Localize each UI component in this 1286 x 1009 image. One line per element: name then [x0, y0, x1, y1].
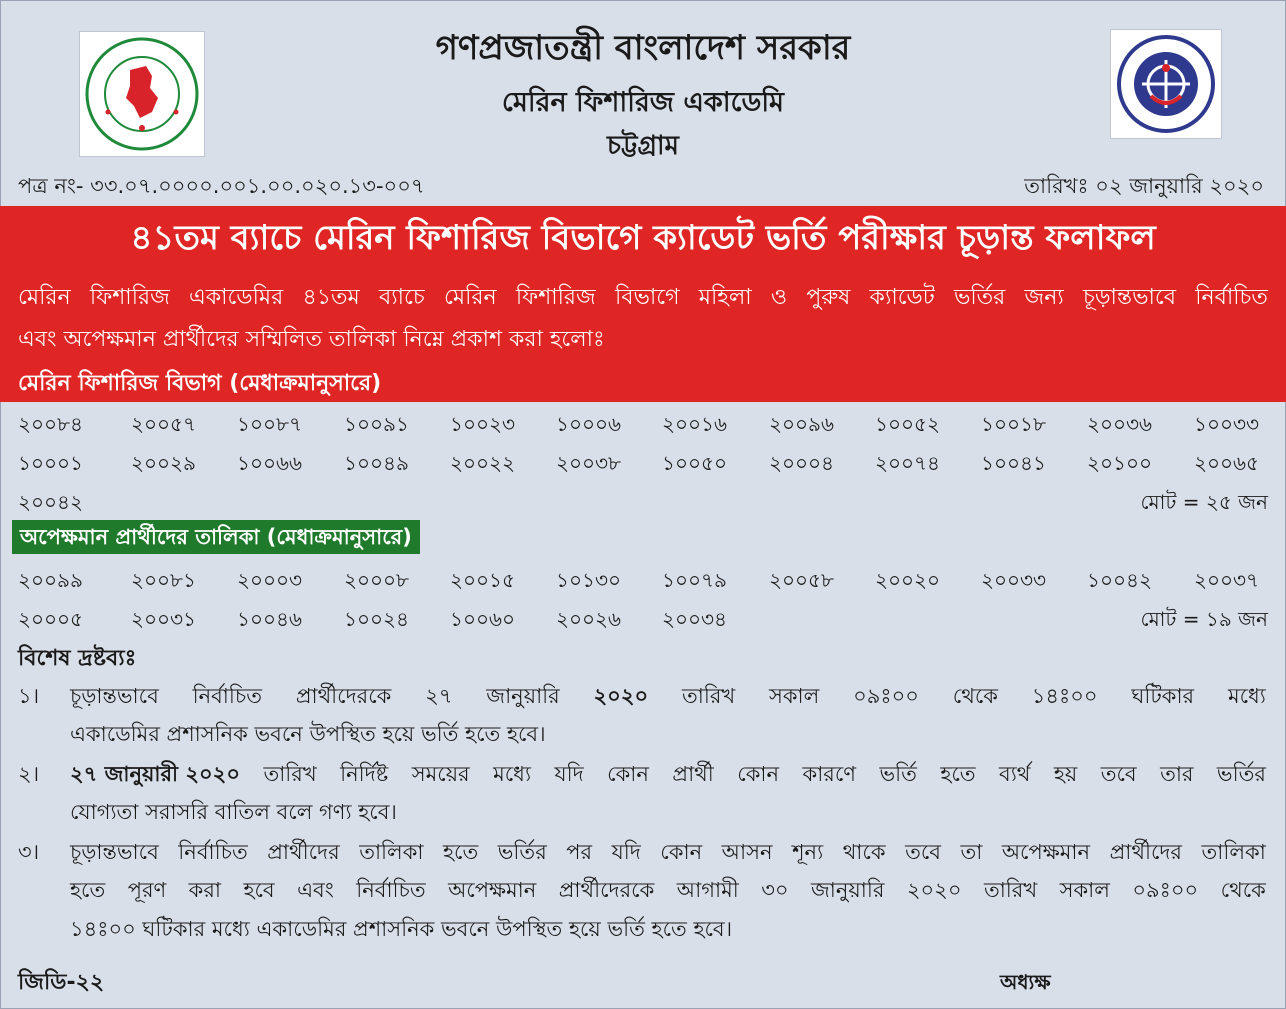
- roll-number: ২০০৫৭: [131, 412, 196, 436]
- note-word: জানুয়ারি: [486, 684, 560, 708]
- roll-number: ২০০৩৮: [556, 451, 621, 475]
- note-word: ব্যর্থ: [999, 762, 1031, 786]
- note-word: থেকে: [952, 684, 998, 708]
- note-word: তারিখ: [983, 878, 1038, 902]
- note-word: হয়: [1053, 762, 1078, 786]
- note-word: যদি: [611, 840, 641, 864]
- roll-number: ১০১৩০: [556, 568, 621, 592]
- note-word: তালিকা: [1201, 840, 1266, 864]
- intro-word: ক্যাডেট: [869, 285, 935, 310]
- note-word: নির্দিষ্ট: [340, 762, 389, 786]
- roll-number: ১০০৯১: [344, 412, 409, 436]
- roll-number: ১০০৪৬: [237, 607, 302, 631]
- note-word: অপেক্ষমান: [448, 878, 537, 902]
- note-word: তা: [960, 840, 983, 864]
- roll-number: ২০০৮৪: [18, 412, 83, 436]
- roll-number: ১০০৭৯: [662, 568, 727, 592]
- note-word: প্রার্থী: [672, 762, 714, 786]
- note-word: এবং: [297, 878, 334, 902]
- note-3-number: ৩।: [18, 840, 40, 864]
- roll-number: ২০০০৪: [769, 451, 834, 475]
- note-word: হতে: [940, 762, 976, 786]
- note-2-line-1: [70, 758, 1266, 793]
- note-word: ঘটিকার: [1131, 684, 1195, 708]
- note-word: প্রার্থীদের: [267, 840, 340, 864]
- note-word: ভর্তি: [879, 762, 917, 786]
- intro-word: পুরুষ: [806, 285, 851, 310]
- note-word: অপেক্ষমান: [1001, 840, 1091, 864]
- note-word: কারণে: [802, 762, 856, 786]
- note-1-number: ১।: [18, 684, 40, 708]
- roll-number: ২০০২২: [450, 451, 516, 475]
- note-word: তারিখ: [681, 684, 736, 708]
- note-word: ০৯ঃ০০: [853, 684, 919, 708]
- roll-number: ২০০০৮: [344, 568, 409, 592]
- selected-total: মোট = ২৫ জন: [1140, 490, 1268, 514]
- roll-number: ১০০২৪: [344, 607, 409, 631]
- note-3-line-3: ১৪ঃ০০ ঘটিকার মধ্যে একাডেমির প্রশাসনিক ভবনে উপস্থিত হয়ে ভর্তি হতে হবে।: [70, 917, 733, 941]
- roll-number: ২০০৩৪: [662, 607, 727, 631]
- roll-number: ২০০৩৩: [981, 568, 1047, 592]
- intro-word: চূড়ান্তভাবে: [1082, 285, 1176, 310]
- roll-number: ১০০৫০: [662, 451, 727, 475]
- note-word: যদি: [554, 762, 584, 786]
- notes-heading: বিশেষ দ্রষ্টব্যঃ: [18, 646, 137, 671]
- note-1-line-1: [70, 680, 1266, 715]
- signature-title: অধ্যক্ষ: [1000, 970, 1051, 994]
- roll-number: ২০০০৩: [237, 568, 303, 592]
- roll-number: ১০০৫২: [875, 412, 940, 436]
- roll-number: ২০০৪২: [18, 490, 83, 514]
- note-word: সকাল: [768, 684, 820, 708]
- note-word: ২০২০: [906, 878, 962, 902]
- note-word: নির্বাচিত: [192, 684, 262, 708]
- reference-number: পত্র নং- ৩৩.০৭.০০০০.০০১.০০.০২০.১৩-০০৭: [18, 174, 425, 198]
- note-word: করা: [188, 878, 221, 902]
- note-word: ২৭ জানুয়ারী ২০২০: [70, 762, 240, 786]
- waiting-total: মোট = ১৯ জন: [1140, 607, 1268, 631]
- note-word: ০৯ঃ০০: [1132, 878, 1199, 902]
- roll-number: ১০০১৮: [981, 412, 1046, 436]
- footer-code: জিডি-২২: [18, 970, 105, 995]
- note-word: ২০২০: [593, 684, 649, 708]
- note-word: সকাল: [1059, 878, 1110, 902]
- intro-word: একাডেমির: [189, 285, 284, 310]
- note-word: আগামী: [676, 878, 739, 902]
- note-word: প্রার্থীদের: [1109, 840, 1182, 864]
- note-word: কোন: [660, 840, 703, 864]
- note-word: তারিখ: [263, 762, 317, 786]
- note-word: ১৪ঃ০০: [1031, 684, 1098, 708]
- note-word: জানুয়ারি: [810, 878, 885, 902]
- government-heading: গণপ্রজাতন্ত্রী বাংলাদেশ সরকার: [435, 28, 851, 68]
- intro-word: ফিশারিজ: [515, 285, 596, 310]
- intro-word: মেরিন: [443, 285, 497, 310]
- roll-number: ১০০০৬: [556, 412, 621, 436]
- note-word: তবে: [905, 840, 941, 864]
- roll-number: ১০০৪৯: [344, 451, 409, 475]
- roll-number: ২০০৩৭: [1194, 568, 1260, 592]
- note-1-line-2: একাডেমির প্রশাসনিক ভবনে উপস্থিত হয়ে ভর্তি হতে হবে।: [70, 722, 546, 746]
- roll-number: ২০০২৯: [131, 451, 196, 475]
- notice-title: ৪১তম ব্যাচে মেরিন ফিশারিজ বিভাগে ক্যাডেট ভর্তি পরীক্ষার চূড়ান্ত ফলাফল: [130, 218, 1156, 258]
- intro-word: মহিলা: [698, 285, 752, 310]
- note-word: কোন: [607, 762, 649, 786]
- note-word: চূড়ান্তভাবে: [70, 840, 159, 864]
- intro-line-2: এবং অপেক্ষমান প্রার্থীদের সম্মিলিত তালিকা নিম্নে প্রকাশ করা হলোঃ: [18, 327, 605, 352]
- note-word: ভর্তির: [497, 840, 547, 864]
- roll-number: ২০০৩১: [131, 607, 196, 631]
- institution-heading: মেরিন ফিশারিজ একাডেমি: [501, 87, 785, 118]
- note-word: থেকে: [1220, 878, 1266, 902]
- intro-word: বিভাগে: [614, 285, 680, 310]
- intro-word: ভর্তির: [953, 285, 1006, 310]
- roll-number: ২০০০৫: [18, 607, 83, 631]
- note-word: থাকে: [842, 840, 886, 864]
- roll-number: ২০০১৬: [662, 412, 727, 436]
- intro-word: নির্বাচিত: [1195, 285, 1268, 310]
- roll-number: ২০০২০: [875, 568, 941, 592]
- note-word: পূরণ: [127, 878, 167, 902]
- roll-number: ২০০৯৬: [769, 412, 834, 436]
- issue-date: তারিখঃ ০২ জানুয়ারি ২০২০: [1024, 174, 1264, 198]
- note-word: শূন্য: [792, 840, 824, 864]
- roll-number: ২০০১৫: [450, 568, 515, 592]
- waiting-section-heading: অপেক্ষমান প্রার্থীদের তালিকা (মেধাক্রমানুসারে): [12, 520, 420, 554]
- note-word: মধ্যে: [1227, 684, 1266, 708]
- roll-number: ১০০৬০: [450, 607, 515, 631]
- roll-number: ২০০৫৮: [769, 568, 834, 592]
- note-3-line-1: [70, 836, 1266, 871]
- intro-line-1: [18, 280, 1268, 317]
- roll-number: ১০০০১: [18, 451, 83, 475]
- note-word: চূড়ান্তভাবে: [70, 684, 159, 708]
- note-word: হতে: [443, 840, 479, 864]
- roll-number: ২০০৮১: [131, 568, 196, 592]
- note-2-line-2: যোগ্যতা সরাসরি বাতিল বলে গণ্য হবে।: [70, 800, 397, 824]
- roll-number: ১০০৬৬: [237, 451, 302, 475]
- note-word: তার: [1160, 762, 1194, 786]
- intro-word: ৪১তম: [302, 285, 360, 310]
- note-word: ২৭: [425, 684, 453, 708]
- intro-word: ফিশারিজ: [89, 285, 170, 310]
- roll-number: ২০০৩৬: [1087, 412, 1153, 436]
- note-word: প্রার্থীদেরকে: [295, 684, 392, 708]
- roll-number: ২০০২৬: [556, 607, 622, 631]
- note-word: প্রার্থীদেরকে: [558, 878, 655, 902]
- note-word: ভর্তির: [1216, 762, 1266, 786]
- note-word: ৩০: [761, 878, 789, 902]
- roll-number: ২০০৯৯: [18, 568, 83, 592]
- roll-number: ১০০৮৭: [237, 412, 302, 436]
- roll-number: ১০০৪২: [1087, 568, 1152, 592]
- note-word: মধ্যে: [493, 762, 532, 786]
- note-word: কোন: [737, 762, 780, 786]
- roll-number: ১০০৪১: [981, 451, 1046, 475]
- note-word: সময়ের: [411, 762, 470, 786]
- selected-section-heading: মেরিন ফিশারিজ বিভাগ (মেধাক্রমানুসারে): [18, 371, 382, 396]
- roll-number: ১০০৩৩: [1194, 412, 1259, 436]
- note-word: নির্বাচিত: [356, 878, 426, 902]
- note-word: হবে: [243, 878, 275, 902]
- roll-number: ২০১০০: [1087, 451, 1152, 475]
- note-word: নির্বাচিত: [178, 840, 248, 864]
- note-word: হতে: [70, 878, 106, 902]
- city-heading: চট্টগ্রাম: [607, 131, 679, 161]
- note-3-line-2: [70, 874, 1266, 909]
- note-word: পর: [566, 840, 593, 864]
- intro-word: মেরিন: [18, 285, 71, 310]
- note-word: আসন: [721, 840, 773, 864]
- roll-number: ১০০২৩: [450, 412, 515, 436]
- intro-word: জন্য: [1024, 285, 1064, 310]
- roll-number: ২০০৭৪: [875, 451, 940, 475]
- note-2-number: ২।: [18, 762, 40, 786]
- intro-word: ও: [770, 285, 788, 310]
- roll-number: ২০০৬৫: [1194, 451, 1259, 475]
- note-word: তবে: [1100, 762, 1137, 786]
- intro-word: ব্যাচে: [378, 285, 425, 310]
- note-word: তালিকা: [359, 840, 424, 864]
